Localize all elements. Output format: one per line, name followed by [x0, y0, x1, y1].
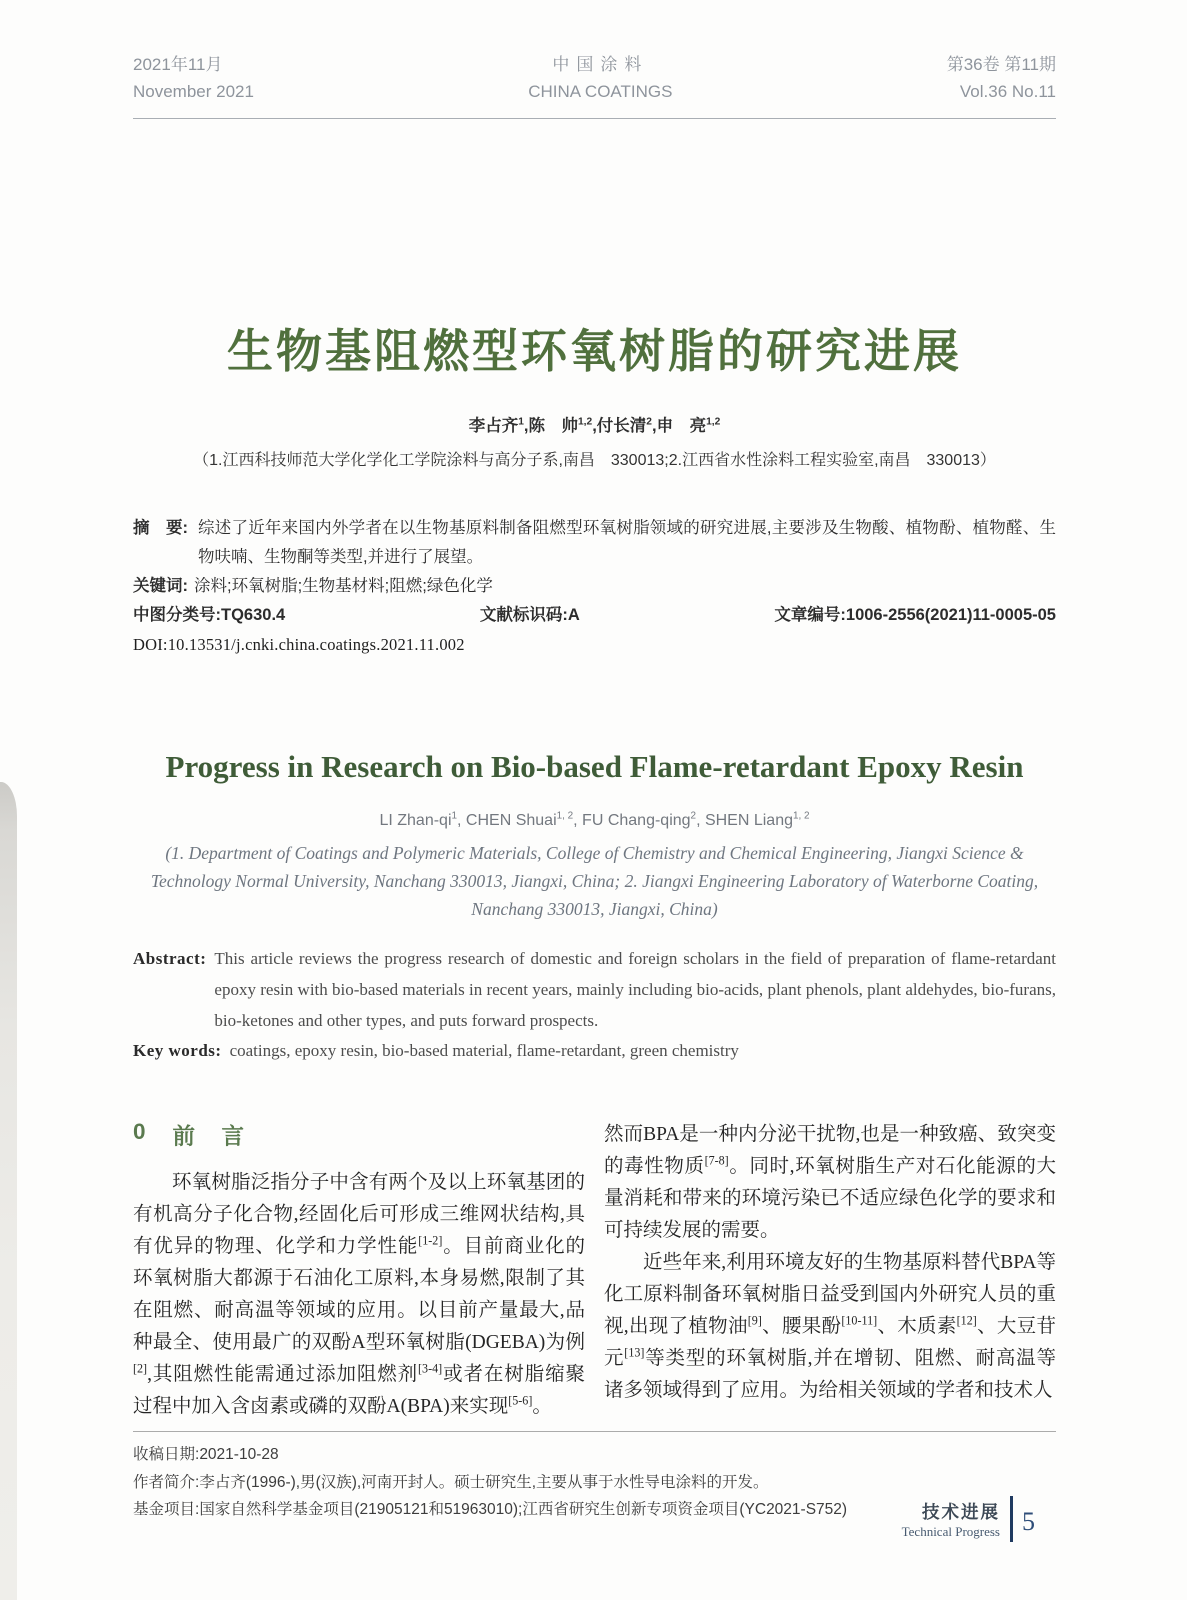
- doi: DOI:10.13531/j.cnki.china.coatings.2021.11.002: [133, 634, 465, 654]
- footnote-received-label: 收稿日期:: [133, 1446, 200, 1464]
- meta-cn-block: [133, 514, 1056, 659]
- page-footer-badge: [902, 1496, 1035, 1542]
- abstract-cn-label: 摘 要:: [133, 518, 188, 537]
- keywords-cn-row: [133, 572, 1056, 601]
- body-paragraph: 近些年来,利用环境友好的生物基原料替代BPA等化工原料制备环氧树脂日益受到国内外研究人员的重视,出现了植物油[9]、腰果酚[10-11]、木质素[12]、大豆苷元[13]等类型的环氧树脂,并在增韧、阻燃、耐高温等诸多领域得到了应用。为给相关领域的学者和技术人: [604, 1252, 1056, 1402]
- body-column-left: [133, 1119, 585, 1423]
- abstract-en-label: Abstract:: [133, 948, 207, 968]
- article-title-en: Progress in Research on Bio-based Flame-retardant Epoxy Resin: [165, 748, 1024, 784]
- section-title: 前 言: [172, 1124, 247, 1150]
- head-journal-en: CHINA COATINGS: [528, 81, 673, 101]
- footnote-bio-value: 李占齐(1996-),男(汉族),河南开封人。硕士研究生,主要从事于水性导电涂料的开发。: [199, 1473, 769, 1491]
- column-name: [902, 1499, 1000, 1540]
- head-journal: [528, 52, 672, 106]
- head-issue-cn: 第36卷 第11期: [946, 55, 1056, 74]
- column-name-cn: 技术进展: [922, 1501, 1000, 1522]
- affiliation-en: (1. Department of Coatings and Polymeric Materials, College of Chemistry and Chemical Engineering, Jiangxi Science & Technology Normal University, Nanchang 330013, Jiangxi, China; 2. Jiangxi Engineering Laboratory of Waterborne Coating, Nanchang 330013, Jiangxi, China): [150, 842, 1039, 920]
- clc-label: 中图分类号:: [133, 605, 221, 624]
- intro-section: [133, 1119, 1056, 1423]
- footnote-fund-label: 基金项目:: [133, 1501, 200, 1519]
- abstract-en-row: [133, 944, 1056, 1037]
- footnote-received-value: 2021-10-28: [199, 1446, 279, 1464]
- affiliation-cn: （1.江西科技师范大学化学化工学院涂料与高分子系,南昌 330013;2.江西省水性涂料工程实验室,南昌 330013）: [193, 451, 996, 469]
- meta-en-block: [133, 944, 1056, 1068]
- head-date-en: November 2021: [133, 81, 254, 101]
- badge-divider-bar: [1010, 1496, 1013, 1542]
- head-issue: [947, 52, 1056, 106]
- keywords-cn-text: 涂料;环氧树脂;生物基材料;阻燃;绿色化学: [194, 576, 493, 595]
- doc-code-value: A: [567, 605, 580, 624]
- authors-cn: 李占齐$^1$,陈 帅$^{1,2}$,付长清$^2$,申 亮$^{1,2}$: [468, 416, 721, 435]
- head-date-cn: 2021年11月: [133, 55, 223, 74]
- page-edge-shadow: [0, 782, 17, 1600]
- abstract-en-text: This article reviews the progress research of domestic and foreign scholars in the field of preparation of flame-retardant epoxy resin with bio-based materials in recent years, mainly including bio-acids, plant phenols, plant aldehydes, bio-furans, bio-ketones and other types, and puts forward prospects.: [214, 948, 1056, 1030]
- keywords-en-row: [133, 1036, 1056, 1067]
- doc-code-item: [480, 601, 580, 630]
- running-head: [133, 0, 1056, 119]
- footnote-received: [133, 1441, 1056, 1469]
- clc-item: [133, 601, 285, 630]
- keywords-cn-label: 关键词:: [133, 576, 188, 595]
- abstract-cn-text: 综述了近年来国内外学者在以生物基原料制备阻燃型环氧树脂领域的研究进展,主要涉及生物酸、植物酚、植物醛、生物呋喃、生物酮等类型,并进行了展望。: [198, 518, 1056, 566]
- body-column-right: [604, 1119, 1056, 1423]
- article-id-label: 文章编号:: [774, 605, 846, 624]
- doc-code-label: 文献标识码:: [479, 605, 568, 624]
- authors-en: LI Zhan-$qi^1$, CHEN Shuai$^{1, 2}$, FU Chang-qing$^2$, SHEN Liang$^{1, 2}$: [379, 810, 810, 829]
- column-name-en: Technical Progress: [901, 1523, 1000, 1539]
- two-column-body: [133, 1119, 1056, 1423]
- article-title-cn: 生物基阻燃型环氧树脂的研究进展: [227, 324, 962, 377]
- article-id-value: 1006-2556(2021)11-0005-05: [845, 605, 1056, 624]
- section-number: 0: [133, 1119, 146, 1145]
- keywords-en-text: coatings, epoxy resin, bio-based material, flame-retardant, green chemistry: [229, 1041, 739, 1061]
- footnote-bio-label: 作者简介:: [133, 1473, 200, 1491]
- classification-row: [133, 601, 1056, 630]
- body-paragraph: 然而BPA是一种内分泌干扰物,也是一种致癌、致突变的毒性物质[7-8]。同时,环氧树脂生产对石化能源的大量消耗和带来的环境污染已不适应绿色化学的要求和可持续发展的需要。: [604, 1124, 1056, 1242]
- article-id-item: [774, 601, 1056, 630]
- head-date: [133, 52, 254, 106]
- page-number: 5: [1022, 1507, 1035, 1536]
- footnote-fund-value: 国家自然科学基金项目(21905121和51963010);江西省研究生创新专项资金项目(YC2021-S752): [199, 1501, 848, 1519]
- clc-value: TQ630.4: [221, 605, 286, 624]
- footnote-divider: [133, 1431, 1056, 1432]
- body-paragraph: 环氧树脂泛指分子中含有两个及以上环氧基团的有机高分子化合物,经固化后可形成三维网状结构,具有优异的物理、化学和力学性能[1-2]。目前商业化的环氧树脂大都源于石油化工原料,本身易燃,限制了其在阻燃、耐高温等领域的应用。以目前产量最大,品种最全、使用最广的双酚A型环氧树脂(DGEBA)为例[2],其阻燃性能需通过添加阻燃剂[3-4]或者在树脂缩聚过程中加入含卤素或磷的双酚A(BPA)来实现[5-6]。: [133, 1172, 585, 1418]
- head-journal-cn: 中国涂料: [552, 55, 649, 74]
- page-content: [133, 0, 1056, 1524]
- abstract-cn-row: [133, 514, 1056, 572]
- section-heading: [133, 1119, 585, 1159]
- footnote-bio: [133, 1469, 1056, 1497]
- head-issue-en: Vol.36 No.11: [959, 81, 1056, 101]
- keywords-en-label: Key words:: [133, 1041, 222, 1061]
